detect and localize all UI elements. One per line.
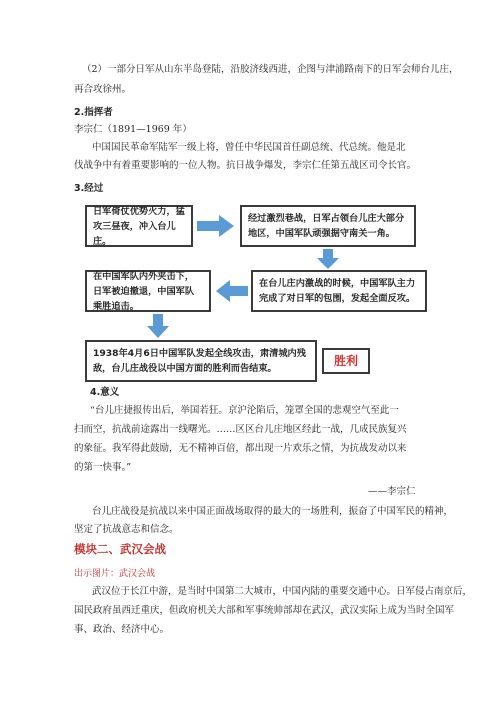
section-heading-commander: 2.指挥者 bbox=[74, 107, 113, 118]
wuhan-para-line-1: 武汉位于长江中游，是当时中国第二大城市，中国内陆的重要交通中心。日军侵占南京后， bbox=[92, 586, 473, 597]
summary-line-2: 坚定了抗战意志和信念。 bbox=[74, 524, 179, 535]
flow-box-4: 在中国军队内外夹击下，日军被迫撤退，中国军队乘胜追击。 bbox=[85, 270, 211, 312]
quote-line-1: “台儿庄捷报传出后，举国若狂。京沪沦陷后，笼罩全国的悲观空气至此一 bbox=[90, 405, 399, 416]
commander-bio-line-1: 中国国民革命军陆军一级上将，曾任中华民国首任副总统、代总统。他是北 bbox=[92, 142, 406, 153]
arrow-down-icon bbox=[317, 249, 339, 269]
flow-box-3: 在台儿庄内激战的时候，中国军队主力完成了对日军的包围，发起全面反攻。 bbox=[251, 270, 427, 312]
arrow-left-icon bbox=[216, 280, 248, 302]
summary-line-1: 台儿庄战役是抗战以来中国正面战场取得的最大的一场胜利，振奋了中国军民的精神， bbox=[92, 506, 454, 517]
flow-box-1: 日军倚仗优势火力，猛攻三昼夜，冲入台儿庄。 bbox=[85, 205, 193, 247]
arrow-right-icon bbox=[197, 215, 235, 237]
quote-line-3: 的象征。我军得此鼓励，无不精神百倍，都出现一片欢乐之情，为抗战发动以来 bbox=[74, 443, 407, 454]
quote-signature: ——李宗仁 bbox=[368, 486, 416, 497]
commander-bio-line-2: 伐战争中有着重要影响的一位人物。抗日战争爆发，李宗仁任第五战区司令长官。 bbox=[74, 160, 417, 171]
flow-box-2: 经过激烈巷战，日军占领台儿庄大部分地区，中国军队顽强据守南关一角。 bbox=[240, 205, 416, 247]
intro-line-1: （2）一部分日军从山东半岛登陆，沿胶济线西进，企图与津浦路南下的日军会师台儿庄， bbox=[82, 64, 459, 75]
flow-box-5: 1938年4月6日中国军队发起全线攻击，肃清城内残敌，台儿庄战役以中国方面的胜利而告结束。 bbox=[85, 340, 317, 382]
quote-line-4: 的第一快事。” bbox=[74, 462, 132, 473]
image-caption: 出示图片：武汉会战 bbox=[74, 569, 156, 579]
quote-line-2: 扫而空，抗战前途露出一线曙光。……区区台儿庄地区经此一战，几成民族复兴 bbox=[74, 424, 407, 435]
commander-name: 李宗仁（1891—1969 年） bbox=[74, 124, 192, 135]
intro-line-2: 再合攻徐州。 bbox=[74, 84, 132, 95]
arrow-down-icon bbox=[147, 314, 169, 338]
victory-label: 胜利 bbox=[322, 348, 370, 374]
section-heading-significance: 4.意义 bbox=[90, 387, 120, 398]
wuhan-para-line-2: 国民政府虽西迁重庆，但政府机关大部和军事统帅部却在武汉，武汉实际上成为当时全国军 bbox=[74, 605, 455, 616]
module-title: 模块二、武汉会战 bbox=[74, 542, 166, 556]
section-heading-process: 3.经过 bbox=[74, 183, 104, 194]
wuhan-para-line-3: 事、政治、经济中心。 bbox=[74, 624, 170, 635]
